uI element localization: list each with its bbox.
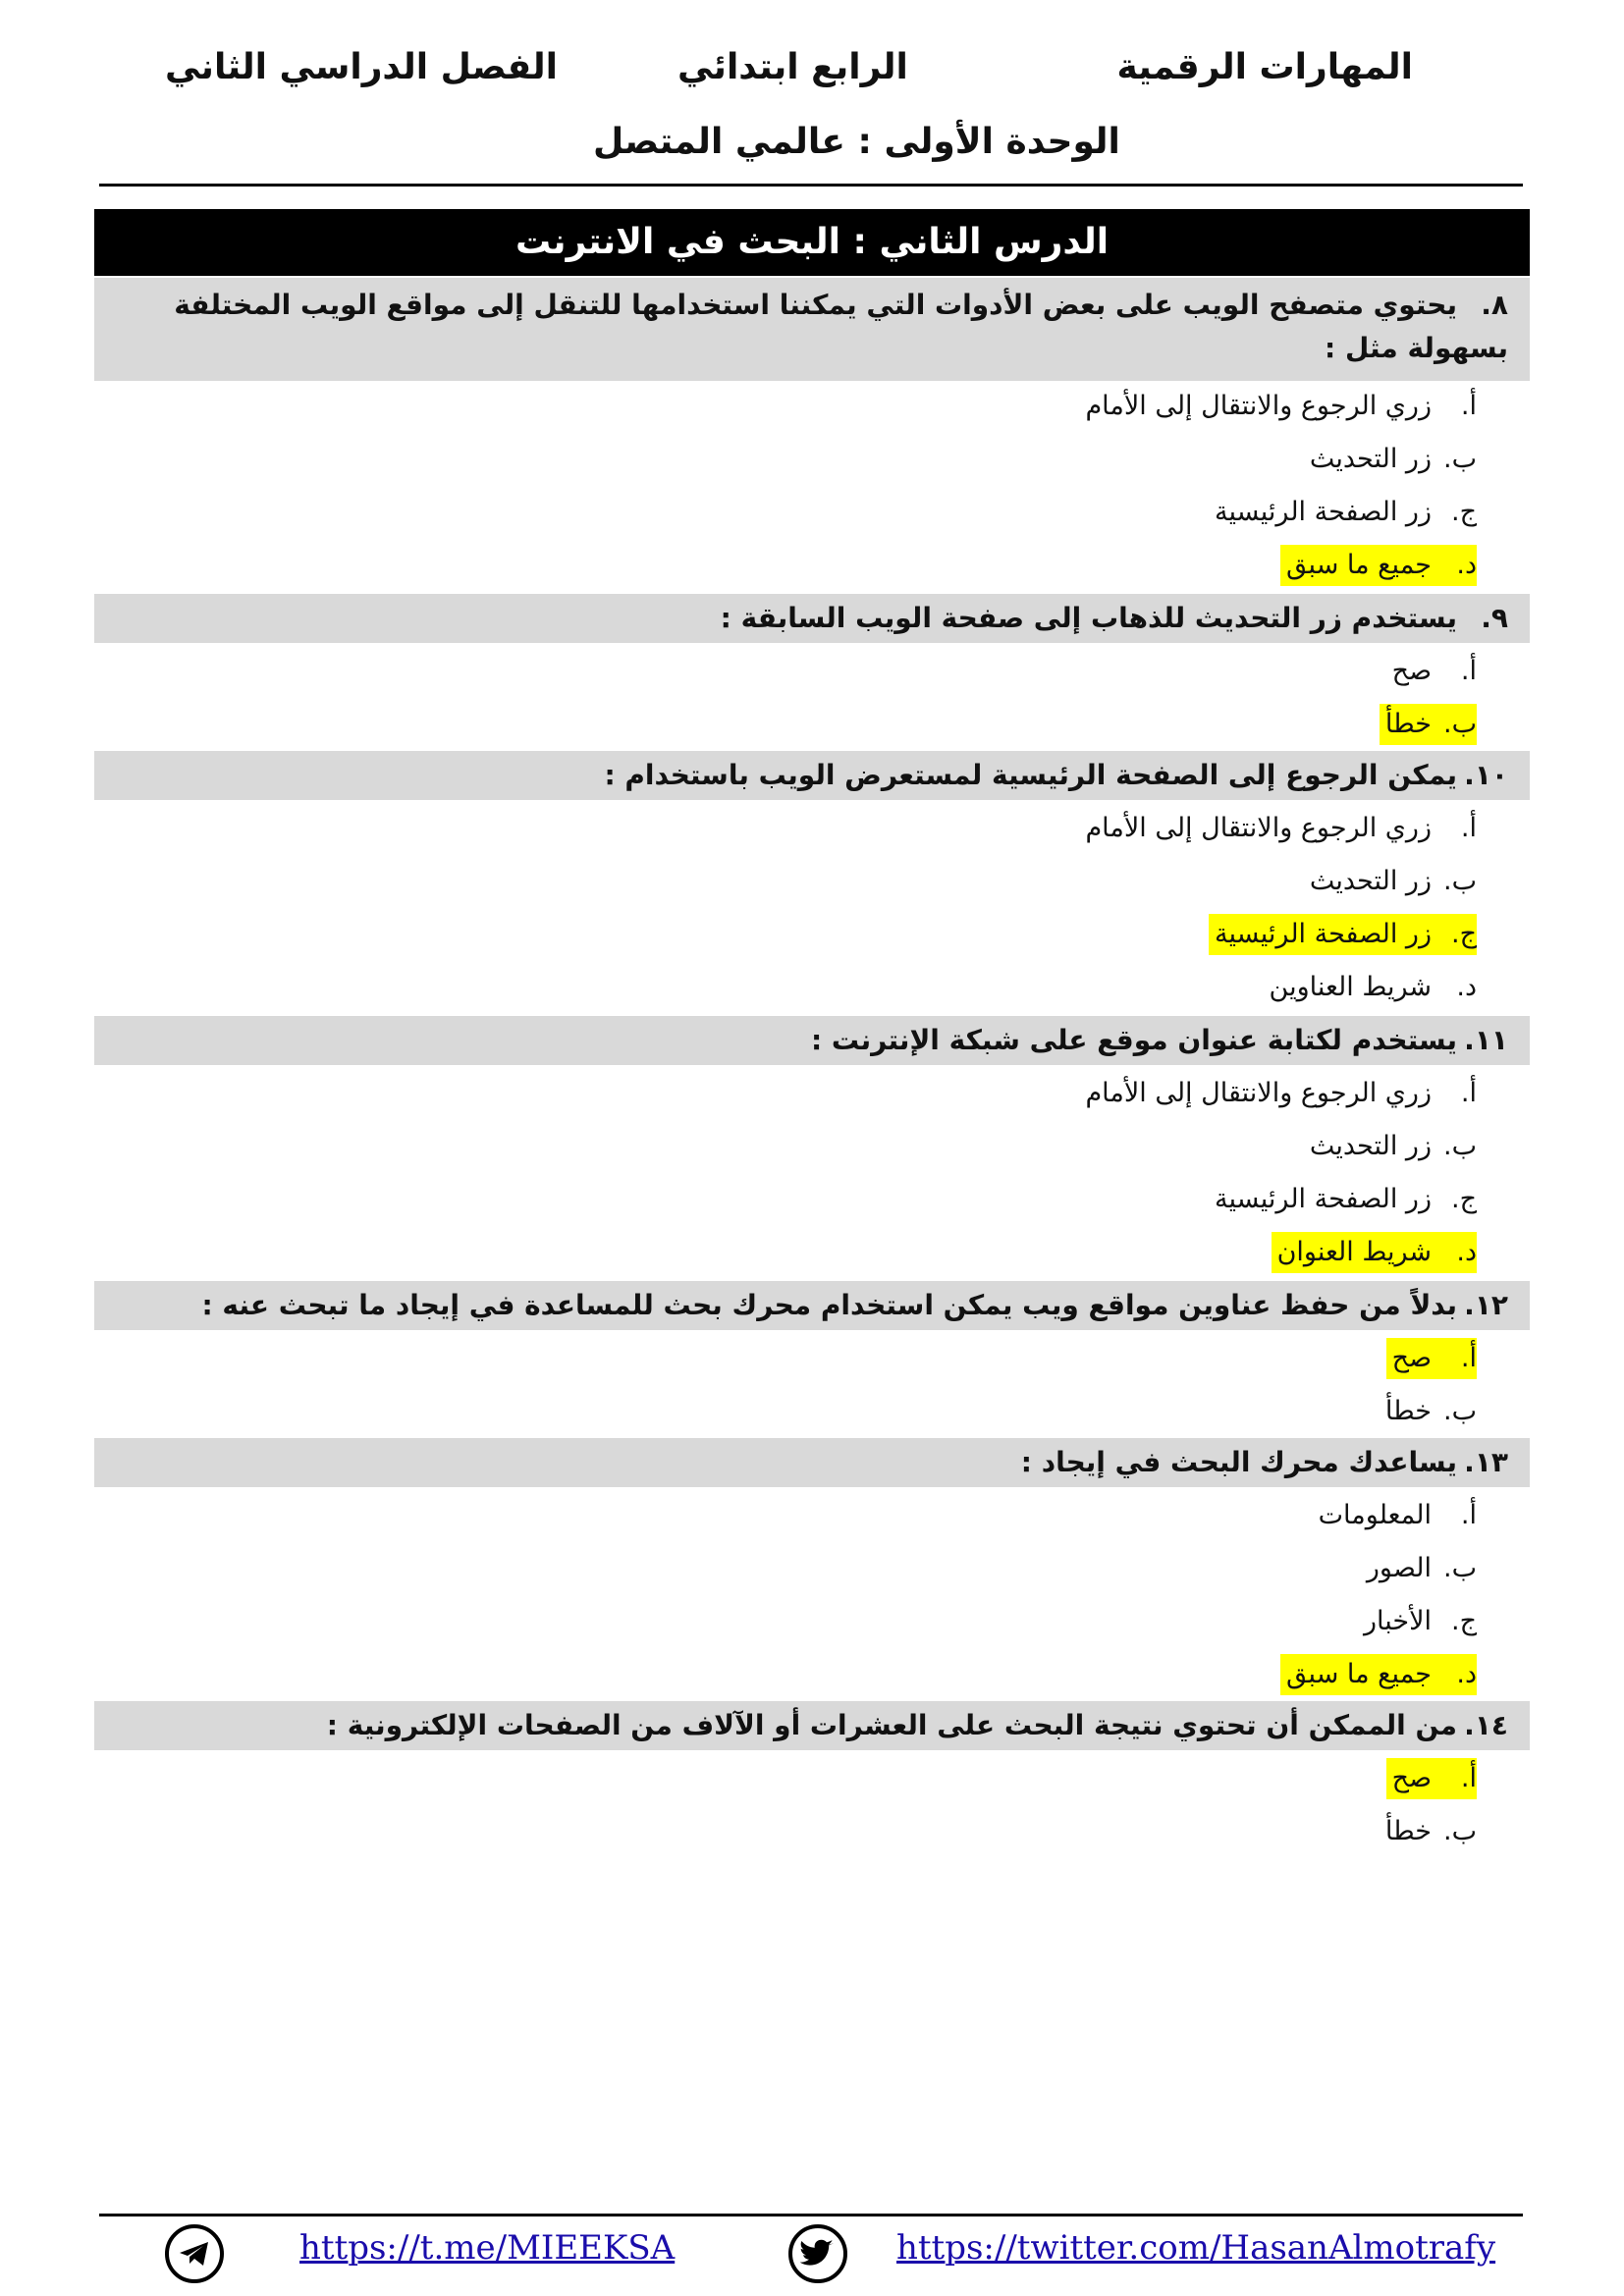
option bbox=[1313, 1495, 1477, 1536]
question-text: يمكن الرجوع إلى الصفحة الرئيسية لمستعرض الويب باستخدام : bbox=[604, 759, 1457, 791]
twitter-icon[interactable] bbox=[788, 2224, 847, 2283]
question-number: ٩. bbox=[1481, 602, 1508, 634]
option-letter: ج. bbox=[1450, 1184, 1477, 1214]
option bbox=[1079, 1073, 1477, 1114]
option bbox=[1079, 386, 1477, 427]
option-letter: د. bbox=[1456, 1237, 1477, 1267]
option-letter: ب. bbox=[1442, 866, 1477, 896]
option-letter: ج. bbox=[1450, 919, 1477, 949]
option-letter: ب. bbox=[1442, 444, 1477, 474]
question-number: ١٣. bbox=[1464, 1446, 1508, 1478]
question-10 bbox=[94, 751, 1530, 800]
question-13 bbox=[94, 1438, 1530, 1487]
option bbox=[1380, 1391, 1477, 1432]
option-correct bbox=[1272, 1232, 1477, 1273]
option-correct bbox=[1380, 704, 1477, 745]
option-correct bbox=[1209, 914, 1477, 955]
option-correct bbox=[1280, 545, 1477, 586]
question-8 bbox=[94, 278, 1530, 381]
option-text: شريط العناوين bbox=[1269, 972, 1432, 1002]
option-text: زري الرجوع والانتقال إلى الأمام bbox=[1085, 1078, 1432, 1108]
option-letter: ج. bbox=[1450, 1606, 1477, 1636]
option bbox=[1380, 1811, 1477, 1852]
option-letter: أ. bbox=[1460, 1500, 1477, 1530]
telegram-icon[interactable] bbox=[165, 2224, 224, 2283]
option bbox=[1386, 651, 1477, 692]
option-text: صح bbox=[1391, 1343, 1432, 1373]
option bbox=[1304, 861, 1477, 902]
option-text: الأخبار bbox=[1363, 1606, 1432, 1636]
term-title: الفصل الدراسي الثاني bbox=[165, 47, 558, 87]
unit-title: الوحدة الأولى : عالمي المتصل bbox=[593, 122, 1120, 162]
option-text: صح bbox=[1391, 656, 1432, 686]
option-text: خطأ bbox=[1384, 709, 1432, 739]
option-text: الصور bbox=[1366, 1553, 1432, 1583]
option-letter: ب. bbox=[1442, 1131, 1477, 1161]
option-text: خطأ bbox=[1384, 1816, 1432, 1846]
option-text: زر الصفحة الرئيسية bbox=[1215, 497, 1432, 527]
option-text: صح bbox=[1391, 1763, 1432, 1793]
option-letter: أ. bbox=[1460, 1763, 1477, 1793]
option-letter: د. bbox=[1456, 550, 1477, 580]
header-divider bbox=[99, 184, 1523, 187]
option-letter: أ. bbox=[1460, 1343, 1477, 1373]
question-text: من الممكن أن تحتوي نتيجة البحث على العشرات أو الآلاف من الصفحات الإلكترونية : bbox=[326, 1709, 1457, 1741]
option-letter: أ. bbox=[1460, 391, 1477, 421]
grade-title: الرابع ابتدائي bbox=[677, 47, 908, 87]
option-letter: أ. bbox=[1460, 813, 1477, 843]
option-text: المعلومات bbox=[1318, 1500, 1432, 1530]
question-text: يستخدم لكتابة عنوان موقع على شبكة الإنترنت : bbox=[810, 1024, 1457, 1056]
option-text: زر الصفحة الرئيسية bbox=[1215, 919, 1432, 949]
option-text: زري الرجوع والانتقال إلى الأمام bbox=[1085, 391, 1432, 421]
option-text: زر التحديث bbox=[1309, 444, 1432, 474]
twitter-link[interactable]: https://twitter.com/HasanAlmotrafy bbox=[896, 2228, 1496, 2268]
option-correct bbox=[1386, 1758, 1477, 1799]
option bbox=[1079, 808, 1477, 849]
lesson-title: الدرس الثاني : البحث في الانترنت bbox=[94, 209, 1530, 276]
option-correct bbox=[1280, 1654, 1477, 1695]
option bbox=[1361, 1548, 1477, 1589]
option-letter: د. bbox=[1456, 1659, 1477, 1689]
question-text: يستخدم زر التحديث للذهاب إلى صفحة الويب السابقة : bbox=[720, 602, 1457, 634]
question-number: ١٤. bbox=[1464, 1709, 1508, 1741]
question-11 bbox=[94, 1016, 1530, 1065]
question-text: يساعدك محرك البحث في إيجاد : bbox=[1020, 1446, 1457, 1478]
question-number: ١٠. bbox=[1464, 759, 1508, 791]
option-text: زر الصفحة الرئيسية bbox=[1215, 1184, 1432, 1214]
footer-divider bbox=[99, 2214, 1523, 2216]
option-letter: ب. bbox=[1442, 1553, 1477, 1583]
option-letter: ب. bbox=[1442, 1396, 1477, 1426]
option-letter: ب. bbox=[1442, 709, 1477, 739]
option-letter: أ. bbox=[1460, 656, 1477, 686]
question-number: ١١. bbox=[1464, 1024, 1508, 1056]
option-text: زري الرجوع والانتقال إلى الأمام bbox=[1085, 813, 1432, 843]
option-text: جميع ما سبق bbox=[1286, 1659, 1432, 1689]
option bbox=[1209, 492, 1477, 533]
question-9 bbox=[94, 594, 1530, 643]
question-text: بدلاً من حفظ عناوين مواقع ويب يمكن استخدام محرك بحث للمساعدة في إيجاد ما تبحث عنه : bbox=[201, 1289, 1457, 1321]
subject-title: المهارات الرقمية bbox=[1116, 47, 1413, 87]
option-text: شريط العنوان bbox=[1276, 1237, 1432, 1267]
telegram-link[interactable]: https://t.me/MIEEKSA bbox=[299, 2228, 676, 2268]
option-letter: أ. bbox=[1460, 1078, 1477, 1108]
option-letter: ج. bbox=[1450, 497, 1477, 527]
option-letter: د. bbox=[1456, 972, 1477, 1002]
option-text: جميع ما سبق bbox=[1286, 550, 1432, 580]
option-text: خطأ bbox=[1384, 1396, 1432, 1426]
option bbox=[1358, 1601, 1477, 1642]
option bbox=[1304, 1126, 1477, 1167]
option-letter: ب. bbox=[1442, 1816, 1477, 1846]
question-number: ١٢. bbox=[1464, 1289, 1508, 1321]
option bbox=[1304, 439, 1477, 480]
question-text: يحتوي متصفح الويب على بعض الأدوات التي يمكننا استخدامها للتنقل إلى مواقع الويب المختلفة بسهولة مثل : bbox=[174, 289, 1508, 364]
option bbox=[1264, 967, 1477, 1008]
question-12 bbox=[94, 1281, 1530, 1330]
option-text: زر التحديث bbox=[1309, 1131, 1432, 1161]
option-text: زر التحديث bbox=[1309, 866, 1432, 896]
question-14 bbox=[94, 1701, 1530, 1750]
option bbox=[1209, 1179, 1477, 1220]
option-correct bbox=[1386, 1338, 1477, 1379]
question-number: ٨. bbox=[1481, 289, 1508, 321]
